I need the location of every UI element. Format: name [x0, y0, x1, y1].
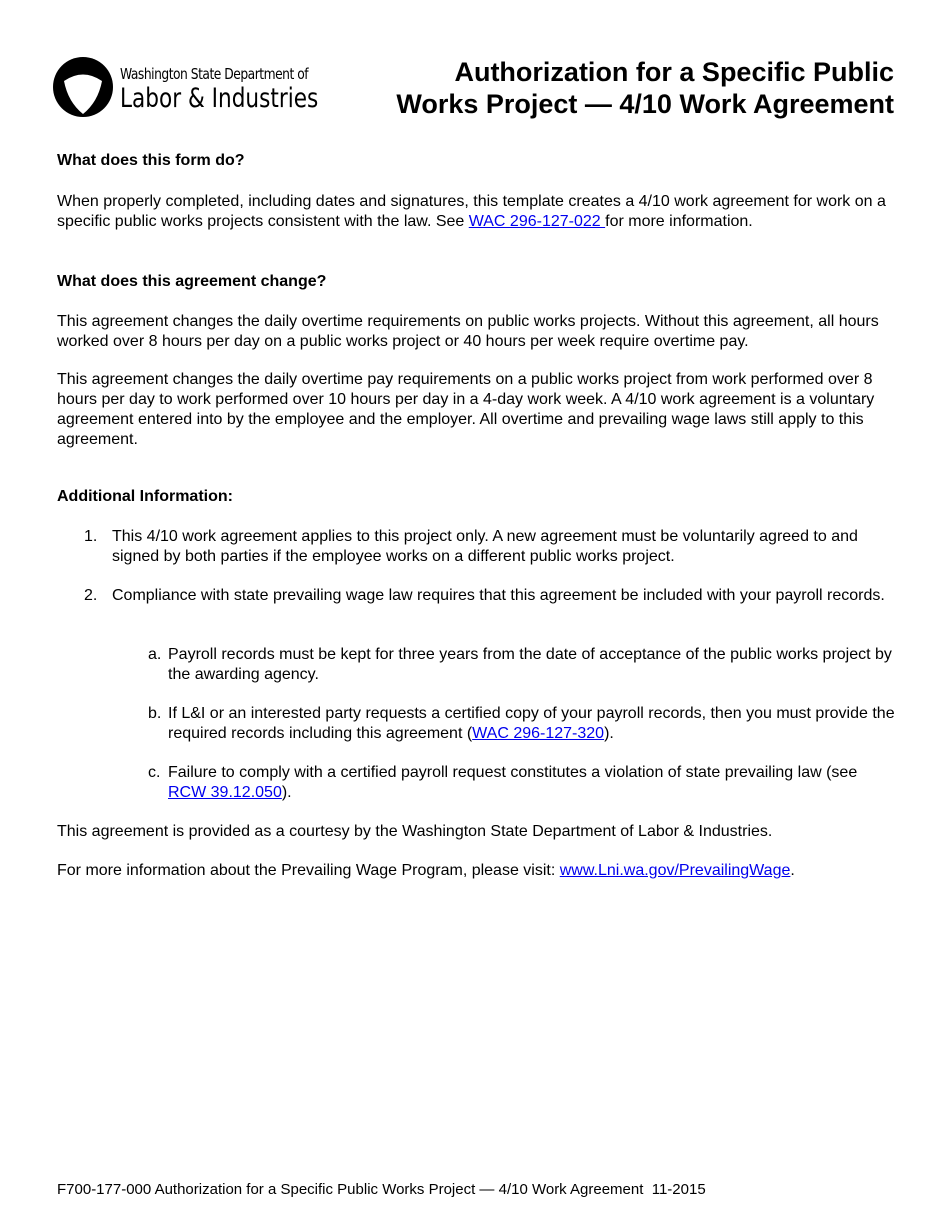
wac-296-127-320-link[interactable]: WAC 296-127-320 [472, 725, 605, 742]
list-text: Compliance with state prevailing wage law requires that this agreement be included with your payroll records. [112, 587, 885, 604]
lni-logo-icon [52, 56, 114, 118]
logo-line1: Washington State Department of [120, 65, 309, 83]
paragraph-change-1: This agreement changes the daily overtime requirements on public works projects. Without this agreement, all hours worked over 8 hours per day on a public works project or 40 hours per week require overtime pay. [57, 313, 879, 350]
wac-296-127-022-link[interactable]: WAC 296-127-022 [468, 213, 606, 230]
text: When properly completed, including dates and signatures, this template creates a 4/10 work agreement for work on a specific public works projects consistent with the law. See [57, 193, 886, 230]
list-text [168, 704, 897, 744]
text: For more information about the Prevailing Wage Program, please visit: [57, 862, 560, 879]
paragraph-more-info [57, 861, 897, 881]
text: for more information. [605, 213, 753, 230]
title-line2: Works Project — 4/10 Work Agreement [396, 89, 894, 119]
list-marker: 1. [84, 528, 98, 545]
list-marker: b. [148, 705, 162, 722]
text: ). [281, 784, 292, 801]
heading-what-form-does: What does this form do? [57, 152, 245, 169]
page-title [396, 56, 894, 120]
list-text [168, 763, 897, 803]
list-text: Payroll records must be kept for three years from the date of acceptance of the public works project by the awarding agency. [168, 646, 892, 683]
list-marker: 2. [84, 587, 98, 604]
rcw-39-12-050-link[interactable]: RCW 39.12.050 [168, 784, 282, 801]
paragraph-change-2: This agreement changes the daily overtime pay requirements on a public works project from work performed over 8 hours per day to work performed over 10 hours per day in a 4-day work week. A 4/10 work agreement is a voluntary agreement entered into by the employee and the employer. All overtime and prevailing wage laws still apply to this agreement. [57, 371, 875, 448]
heading-agreement-change: What does this agreement change? [57, 273, 327, 290]
list-marker: c. [148, 764, 161, 781]
list-marker: a. [148, 646, 162, 663]
lni-logo [52, 54, 342, 120]
prevailing-wage-link[interactable]: www.Lni.wa.gov/PrevailingWage [559, 862, 791, 879]
text: ). [604, 725, 614, 742]
paragraph-form-purpose [57, 192, 897, 232]
title-line1: Authorization for a Specific Public [454, 57, 894, 87]
paragraph-courtesy: This agreement is provided as a courtesy by the Washington State Department of Labor & Industries. [57, 823, 773, 840]
footer-form-id: F700-177-000 Authorization for a Specific Public Works Project — 4/10 Work Agreement 11-2015 [57, 1181, 706, 1198]
text: . [790, 862, 795, 879]
text: If L&I or an interested party requests a certified copy of your payroll records, then you must provide the required records including this agreement ( [168, 705, 895, 742]
heading-additional-info: Additional Information: [57, 488, 233, 505]
text: Failure to comply with a certified payroll request constitutes a violation of state prevailing law (see [168, 764, 858, 781]
list-text: This 4/10 work agreement applies to this project only. A new agreement must be voluntarily agreed to and signed by both parties if the employee works on a different public works project. [112, 528, 858, 565]
logo-line2: Labor & Industries [120, 83, 319, 114]
